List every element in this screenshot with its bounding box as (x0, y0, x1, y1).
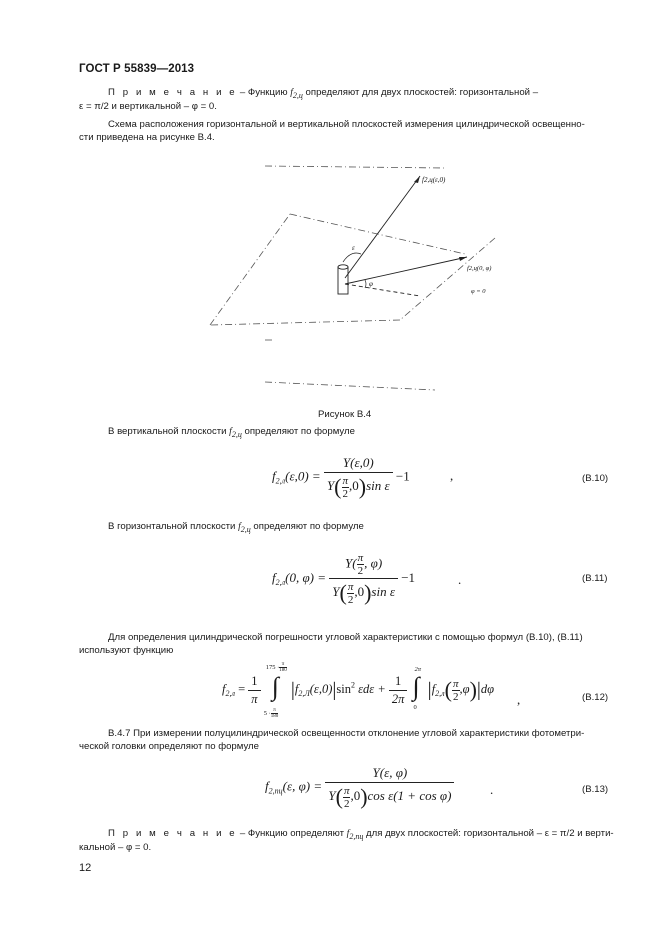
eq12-int1-lower: 5 · $\frac{\pi}{180}$ (263, 708, 279, 719)
eq11-tail: −1 (401, 569, 416, 585)
eq12-twopi: 2π (391, 691, 405, 706)
horizontal-plane-text: В горизонтальной плоскости (108, 521, 239, 532)
eq13-fraction (325, 765, 454, 810)
eq11-den-two: 2 (347, 593, 354, 606)
eq12-dphi: dφ (480, 681, 495, 696)
eq11-fraction (329, 552, 398, 606)
eq11-dot: . (458, 572, 462, 587)
vertical-plane-text: В вертикальной плоскости (108, 426, 230, 437)
label-phi: φ (369, 280, 373, 288)
eq12-lhs: f (222, 681, 226, 696)
eq11-denominator: Y( $\frac{\pi}{2}$ ,0)sin ε (332, 580, 395, 606)
vertical-plane-bottom-edge (265, 382, 435, 390)
label-epsilon: ε (352, 244, 355, 252)
horizontal-plane-bottom-edge (210, 320, 400, 325)
eq11-lhs-f: f (272, 569, 276, 585)
note-2-text-before: – Функцию определяют (237, 828, 347, 839)
eq11-den-y: Y (332, 583, 340, 599)
eq11-den-sin: sin ε (371, 583, 395, 599)
page-number: 12 (79, 862, 92, 874)
note-2 (108, 827, 613, 844)
eq12-one: 1 (248, 674, 260, 691)
eq12-int1-upper: 175 · $\frac{\pi}{180}$ (265, 662, 287, 673)
note-1-line-2: ε = π/2 и вертикальной – φ = 0. (79, 101, 217, 112)
eq12-one-over-pi (248, 674, 260, 707)
note-1-sub: 2,ц (292, 91, 303, 100)
eq10-den-two: 2 (342, 487, 348, 500)
cylinder-body (338, 267, 348, 294)
eq11-den-rest: ,0 (354, 583, 365, 599)
function-paragraph-line-1: Для определения цилиндрической погрешности угловой характеристики с помощью формул (В.10), (В.11) (108, 632, 583, 643)
eq10-numerator: Y(ε,0) (324, 455, 393, 473)
vertical-vector-line (345, 176, 420, 278)
eq11-num-two: 2 (357, 565, 364, 577)
vertical-plane-paragraph (108, 425, 355, 442)
horizontal-plane-left-edge (210, 214, 290, 325)
label-vertical-vector: f2,ц(ε,0) (422, 176, 446, 184)
eq12-sin: sin (336, 681, 351, 696)
scheme-paragraph-line-1: Схема расположения горизонтальной и вертикальной плоскостей измерения цилиндрической освещенно- (108, 119, 585, 130)
eq12-equals: = (238, 681, 246, 696)
eq10-lhs-f: f (272, 468, 276, 484)
horizontal-plane-paragraph (108, 520, 364, 537)
horizontal-vector-arrowhead (459, 257, 467, 261)
eq13-den-rest: ,0 (350, 787, 361, 803)
eq11-num-y: Y( (345, 555, 357, 571)
vertical-plane-sub: 2,ц (231, 430, 242, 439)
scheme-paragraph-line-2: сти приведена на рисунке В.4. (79, 132, 215, 143)
figure-b4-diagram (195, 150, 505, 395)
eq13-denominator: Y( $\frac{\pi}{2}$ ,0)cos ε(1 + cos φ) (328, 784, 452, 810)
b47-paragraph-line-2: ческой головки определяют по формуле (79, 741, 259, 752)
eq12-pi: π (251, 691, 258, 706)
note-1-label: П р и м е ч а н и е (108, 87, 238, 98)
eq11-num-rest: , φ) (364, 555, 383, 571)
eq12-int2-upper: 2π (414, 666, 422, 673)
eq12-int2-lower: 0 (413, 704, 417, 711)
eq12-term2-pi: π (453, 677, 459, 690)
note-2-sub: 2,пц (349, 832, 364, 841)
eq13-den-pi: π (343, 784, 350, 797)
eq11-numerator (329, 552, 398, 579)
eq10-fraction (324, 455, 393, 500)
eq13-lhs-args: (ε, φ) = (282, 778, 323, 794)
eq11-lhs-sub: 2,л (275, 577, 286, 587)
horizontal-plane-symbol: f (238, 521, 241, 532)
figure-caption: Рисунок В.4 (318, 409, 372, 420)
eq13-numerator: Y(ε, φ) (325, 765, 454, 783)
eq11-lhs-args: (0, φ) = (285, 569, 326, 585)
eq12-term2-sub: 2,л (435, 688, 445, 698)
eq13-lhs-f: f (265, 778, 269, 794)
eq13-lhs-sub: 2,пц (268, 786, 283, 796)
eq12-term2-rest: ,φ (459, 681, 470, 696)
vertical-plane-symbol: f (229, 426, 232, 437)
eq10-den-pi: π (342, 474, 349, 487)
equation-b12: $f_{2,л}$ = $\frac{1}{\pi}$ 175 · $\frac{\pi}{180}$ ∫ 5 · $\frac{\pi}{180}$ $|f_{2,Л}(\varepsilon,0)|\sin^2$ εdε + $\frac{1}{2\pi}$ 2π ∫ 0 $|f_{2,л}$( $\frac{\pi}{2}$ ,φ)|dφ (222, 662, 495, 719)
equation-b11 (272, 552, 415, 606)
vertical-plane-tail: определяют по формуле (241, 426, 355, 437)
horizontal-plane-sub: 2,ц (240, 525, 251, 534)
phi-arc (365, 280, 366, 288)
equation-b10 (272, 455, 410, 500)
eq13-dot: . (490, 782, 494, 797)
note-2-line-2: кальной – φ = 0. (79, 842, 152, 853)
eq12-term1-sub: 2,Л (298, 688, 310, 698)
eq11-number: (В.11) (582, 573, 608, 584)
function-paragraph-line-2: используют функцию (79, 645, 174, 656)
note-1-text-before: – Функцию (237, 87, 291, 98)
eq13-number: (В.13) (582, 784, 609, 795)
eq12-term1-args: (ε,0) (309, 681, 333, 696)
eq12-eps-de: εdε + (358, 681, 386, 696)
cylinder-top (338, 265, 348, 269)
eq10-den-rest: ,0 (349, 477, 359, 493)
eq10-den-y: Y (326, 477, 335, 493)
eq13-den-two: 2 (343, 797, 350, 810)
cylinder-icon (338, 265, 348, 294)
horizontal-plane-right-edge (400, 238, 495, 320)
label-horizontal-vector: f2,ц(0, φ) (467, 265, 492, 272)
eq10-lhs-args: (ε,0) = (285, 468, 321, 484)
eq12-term2-two: 2 (453, 690, 459, 703)
eq11-den-pi: π (347, 580, 354, 593)
note-2-text-after: для двух плоскостей: горизонтальной – ε = π/2 и верти- (363, 828, 614, 839)
eq12-comma: , (517, 692, 521, 707)
eq10-comma: , (450, 468, 454, 483)
note-2-symbol: f (346, 828, 350, 839)
eq10-number: (В.10) (582, 473, 609, 484)
eq12-term1-f: f (294, 681, 299, 696)
eq13-den-tail: cos ε(1 + cos φ) (367, 787, 452, 803)
vertical-plane-top-edge (265, 166, 445, 168)
equation-b13 (265, 765, 454, 810)
eq10-lhs-sub: 2,л (275, 476, 286, 486)
note-1-symbol: f (290, 87, 293, 98)
eq10-denominator: Y( $\frac{\pi}{2}$ ,0)sin ε (326, 474, 390, 500)
horizontal-vector-line (345, 257, 467, 284)
vertical-vector-arrowhead (414, 176, 420, 183)
document-header: ГОСТ Р 55839—2013 (79, 63, 195, 75)
eq10-den-sin: sin ε (366, 477, 390, 493)
horizontal-plane-tail: определяют по формуле (250, 521, 364, 532)
eq12-sup-2: 2 (350, 680, 355, 690)
eq12-term2-f: f (431, 681, 436, 696)
eq10-tail: −1 (395, 468, 410, 484)
label-phi-equals-zero: φ = 0 (471, 288, 486, 295)
eq12-integral-1: 175 · $\frac{\pi}{180}$ ∫ 5 · $\frac{\pi}{180}$ (263, 662, 287, 719)
eq13-den-y: Y (328, 787, 336, 803)
note-2-label: П р и м е ч а н и е (108, 828, 238, 839)
eq12-lhs-sub: 2,л (225, 688, 235, 698)
eq12-one-over-twopi (389, 674, 408, 707)
eq12-one-2: 1 (389, 674, 408, 691)
eq12-integral-2: 2π ∫ 0 (412, 666, 422, 711)
eq12-number: (В.12) (582, 692, 609, 703)
note-1-text-after: определяют для двух плоскостей: горизонтальной – (302, 87, 539, 98)
phi-zero-line (345, 284, 420, 296)
b47-paragraph-line-1: В.4.7 При измерении полуцилиндрической освещенности отклонение угловой характеристики фотометри- (108, 728, 585, 739)
eq11-num-pi: π (357, 552, 364, 564)
